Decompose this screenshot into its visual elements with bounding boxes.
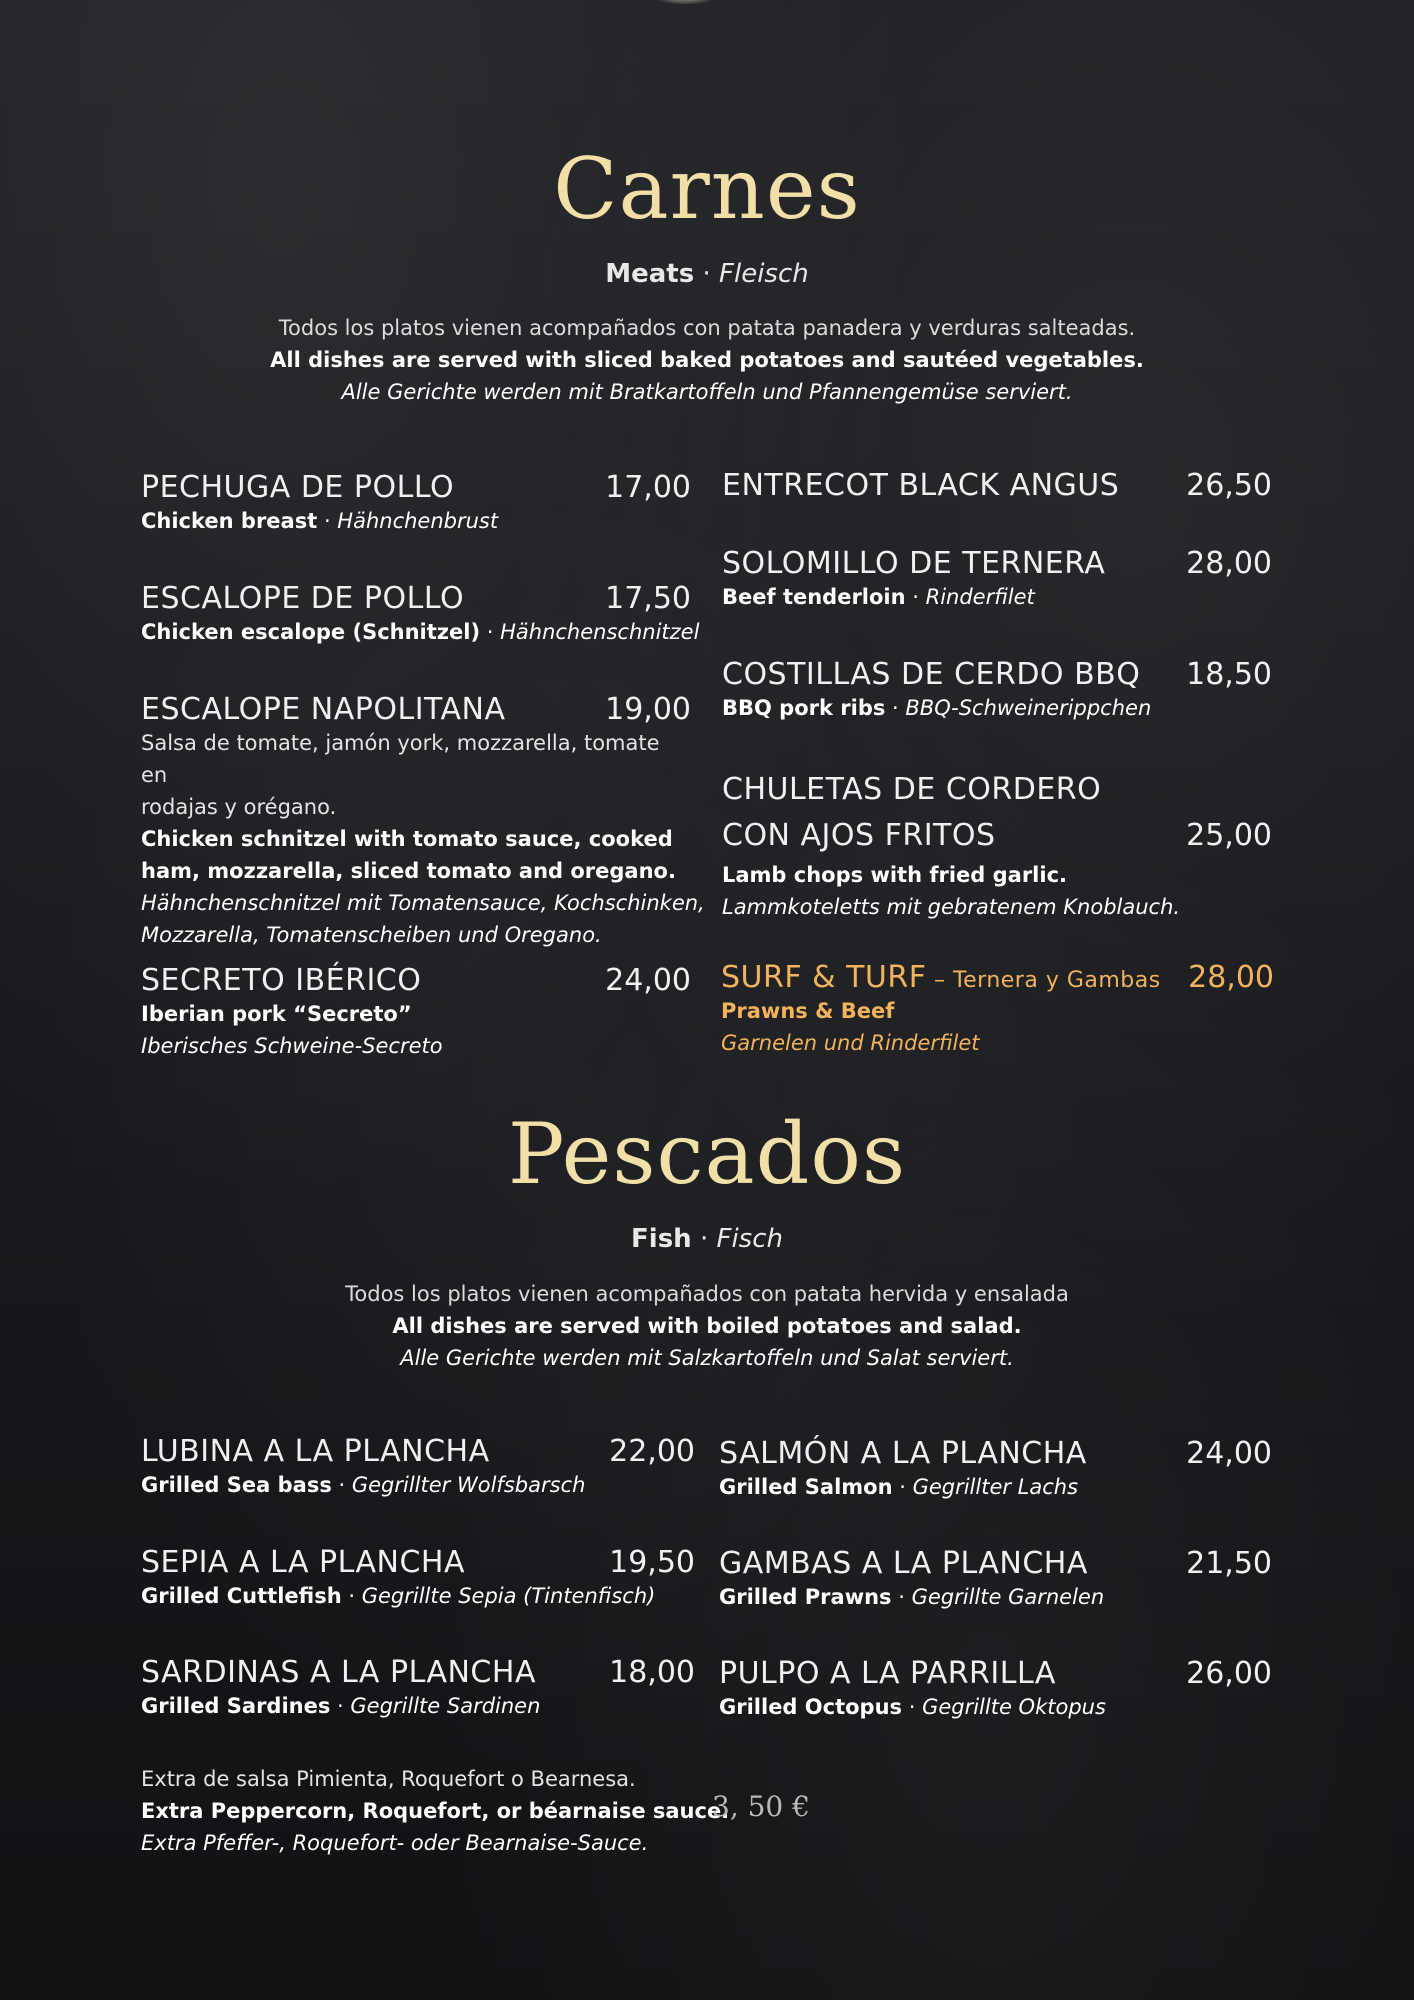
item-price: 28,00 (1186, 546, 1272, 581)
item-de: Hähnchenbrust (337, 509, 499, 533)
item-name-main: SURF & TURF (721, 960, 927, 995)
item-de: Gegrillte Sepia (Tintenfisch) (361, 1584, 656, 1608)
item-de: Iberisches Schweine-Secreto (141, 1034, 443, 1058)
item-en-line: Chicken schnitzel with tomato sauce, cooked (141, 827, 673, 851)
item-en: Beef tenderloin (722, 585, 906, 609)
fish-subtitle (0, 1224, 1414, 1254)
item-de: BBQ-Schweinerippchen (905, 696, 1152, 720)
menu-item-pulpo (719, 1656, 1272, 1723)
item-name: ENTRECOT BLACK ANGUS (722, 468, 1120, 503)
item-translation (141, 505, 691, 537)
item-de: Gegrillter Lachs (912, 1475, 1079, 1499)
item-translation (141, 1469, 695, 1501)
extra-en: Extra Peppercorn, Roquefort, or béarnaise sauce. (141, 1799, 730, 1823)
item-translation (141, 1690, 695, 1722)
extra-sauce-note (141, 1763, 730, 1859)
item-translation (722, 692, 1272, 724)
item-translation (141, 616, 700, 648)
item-price: 19,00 (605, 692, 691, 727)
separator: · (331, 1473, 352, 1497)
menu-item-solomillo (722, 546, 1272, 613)
separator: · (330, 1694, 351, 1718)
meats-subtitle-de: Fleisch (719, 259, 809, 289)
separator: · (885, 696, 906, 720)
separator: · (892, 1475, 913, 1499)
item-de: Gegrillte Sardinen (350, 1694, 541, 1718)
item-en: Chicken escalope (Schnitzel) (141, 620, 481, 644)
separator: · (905, 585, 926, 609)
item-name-sub: – Ternera y Gambas (926, 968, 1161, 993)
item-name: SEPIA A LA PLANCHA (141, 1545, 465, 1580)
item-price: 21,50 (1186, 1546, 1272, 1581)
item-en: Grilled Octopus (719, 1695, 903, 1719)
item-de: Garnelen und Rinderfilet (721, 1031, 980, 1055)
item-de-line: Hähnchenschnitzel mit Tomatensauce, Kochschinken, (141, 891, 705, 915)
menu-item-costillas (722, 657, 1272, 724)
item-name: ESCALOPE DE POLLO (141, 581, 465, 616)
item-price: 26,50 (1186, 468, 1272, 503)
meats-subtitle (0, 259, 1414, 289)
item-name: COSTILLAS DE CERDO BBQ (722, 657, 1141, 692)
item-en: Grilled Cuttlefish (141, 1584, 342, 1608)
item-price: 28,00 (1188, 960, 1274, 995)
item-name: LUBINA A LA PLANCHA (141, 1434, 490, 1469)
item-name-line1: CHULETAS DE CORDERO (722, 772, 1102, 807)
menu-item-escalope-pollo (141, 581, 700, 648)
item-de: Gegrillte Oktopus (922, 1695, 1106, 1719)
fish-subtitle-de: Fisch (716, 1224, 783, 1254)
item-name: PECHUGA DE POLLO (141, 470, 455, 505)
fish-note-es: Todos los platos vienen acompañados con patata hervida y ensalada (345, 1282, 1069, 1306)
menu-item-surf-turf (721, 960, 1274, 1059)
item-price: 18,50 (1186, 657, 1272, 692)
item-translation (719, 1581, 1272, 1613)
item-name: SALMÓN A LA PLANCHA (719, 1436, 1087, 1471)
item-price: 22,00 (609, 1434, 695, 1469)
item-en: Grilled Salmon (719, 1475, 893, 1499)
item-en: Prawns & Beef (721, 999, 895, 1023)
item-en: Chicken breast (141, 509, 318, 533)
item-en: Grilled Prawns (719, 1585, 892, 1609)
item-price: 17,00 (605, 470, 691, 505)
menu-item-sardinas (141, 1655, 695, 1722)
item-en: Grilled Sea bass (141, 1473, 332, 1497)
meats-note (0, 312, 1414, 408)
item-en: Grilled Sardines (141, 1694, 331, 1718)
item-es-line: Salsa de tomate, jamón york, mozzarella, tomate en (141, 731, 660, 787)
extra-sauce-price: 3, 50 € (712, 1790, 810, 1823)
item-price: 25,00 (1186, 818, 1272, 853)
item-name: GAMBAS A LA PLANCHA (719, 1546, 1088, 1581)
menu-item-lubina (141, 1434, 695, 1501)
item-en-line: ham, mozzarella, sliced tomato and oregano. (141, 859, 676, 883)
separator: · (902, 1695, 923, 1719)
item-en: Iberian pork “Secreto” (141, 1002, 412, 1026)
menu-item-gambas (719, 1546, 1272, 1613)
item-price: 26,00 (1186, 1656, 1272, 1691)
menu-item-pechuga (141, 470, 691, 537)
item-price: 17,50 (605, 581, 691, 616)
meats-note-de: Alle Gerichte werden mit Bratkartoffeln und Pfannengemüse serviert. (341, 380, 1073, 404)
menu-item-sepia (141, 1545, 695, 1612)
separator: · (341, 1584, 362, 1608)
item-name: PULPO A LA PARRILLA (719, 1656, 1056, 1691)
item-de: Gegrillter Wolfsbarsch (351, 1473, 586, 1497)
item-price: 19,50 (609, 1545, 695, 1580)
subtitle-separator: · (691, 1224, 717, 1254)
item-name: SARDINAS A LA PLANCHA (141, 1655, 536, 1690)
item-de: Hähnchenschnitzel (500, 620, 700, 644)
meats-subtitle-en: Meats (605, 259, 695, 289)
item-en: Lamb chops with fried garlic. (722, 863, 1068, 887)
subtitle-separator: · (694, 259, 720, 289)
meats-title: Carnes (553, 140, 861, 238)
item-name: SOLOMILLO DE TERNERA (722, 546, 1106, 581)
menu-item-escalope-napolitana (141, 692, 705, 951)
fish-note-en: All dishes are served with boiled potatoes and salad. (392, 1314, 1022, 1338)
extra-de: Extra Pfeffer-, Roquefort- oder Bearnaise-Sauce. (141, 1831, 649, 1855)
item-de: Gegrillte Garnelen (911, 1585, 1105, 1609)
extra-es: Extra de salsa Pimienta, Roquefort o Bearnesa. (141, 1767, 636, 1791)
item-en: BBQ pork ribs (722, 696, 886, 720)
meats-note-es: Todos los platos vienen acompañados con patata panadera y verduras salteadas. (278, 316, 1136, 340)
separator: · (480, 620, 501, 644)
item-translation (719, 1471, 1272, 1503)
fish-note (0, 1278, 1414, 1374)
menu-item-entrecot (722, 468, 1272, 503)
item-de-line: Mozzarella, Tomatenscheiben und Oregano. (141, 923, 602, 947)
item-name-line2: CON AJOS FRITOS (722, 818, 996, 853)
item-translation (722, 581, 1272, 613)
item-price: 24,00 (605, 963, 691, 998)
item-de: Lammkoteletts mit gebratenem Knoblauch. (722, 895, 1181, 919)
moon-decoration (640, 0, 730, 4)
meats-note-en: All dishes are served with sliced baked potatoes and sautéed vegetables. (270, 348, 1144, 372)
menu-item-secreto-iberico (141, 963, 691, 1062)
fish-note-de: Alle Gerichte werden mit Salzkartoffeln und Salat serviert. (400, 1346, 1014, 1370)
separator: · (891, 1585, 912, 1609)
item-name: SECRETO IBÉRICO (141, 963, 422, 998)
item-price: 24,00 (1186, 1436, 1272, 1471)
item-translation (141, 1580, 695, 1612)
item-de: Rinderfilet (925, 585, 1035, 609)
menu-item-chuletas (722, 767, 1272, 923)
item-es-line: rodajas y orégano. (141, 795, 337, 819)
separator: · (317, 509, 338, 533)
menu-item-salmon (719, 1436, 1272, 1503)
item-translation (719, 1691, 1272, 1723)
item-name: ESCALOPE NAPOLITANA (141, 692, 506, 727)
fish-title: Pescados (507, 1105, 907, 1203)
item-price: 18,00 (609, 1655, 695, 1690)
fish-subtitle-en: Fish (631, 1224, 692, 1254)
